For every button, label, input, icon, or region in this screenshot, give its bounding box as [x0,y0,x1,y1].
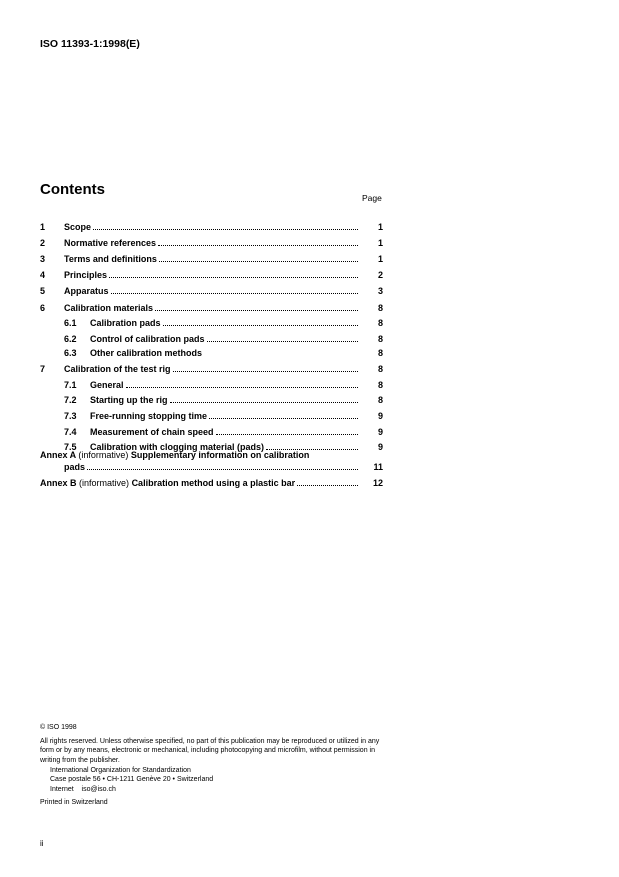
printed-in: Printed in Switzerland [40,799,108,806]
toc-entry-number: 7.3 [64,411,77,421]
toc-entry-page: 11 [373,462,383,472]
dot-leader [207,340,358,342]
toc-entry[interactable] [40,345,383,359]
toc-entry-page: 9 [377,427,383,437]
toc-entry-page: 9 [377,411,383,421]
toc-entry-number: 7.1 [64,380,77,390]
toc-entry-page: 1 [377,254,383,264]
toc-entry-page: 8 [377,303,383,313]
toc-entry-page: 9 [377,442,383,452]
toc-entry-title: Scope [64,222,92,232]
dot-leader [173,370,358,372]
toc-entry[interactable] [40,221,383,233]
toc-entry-title: Terms and definitions [64,254,157,264]
dot-leader [109,276,358,278]
toc-entry-number: 7.5 [64,442,77,452]
annex-title-cont: pads [64,462,86,472]
annex-type: (informative) [78,450,129,460]
annex-label: Annex A [40,450,76,460]
toc-entry[interactable] [40,317,383,329]
toc-entry-number: 6.2 [64,334,77,344]
annex-a-line-2 [40,461,383,473]
toc-entry-number: 6.3 [64,348,77,358]
dot-leader [126,386,358,388]
toc-entry-title: Measurement of chain speed [90,427,214,437]
toc-entry-page: 2 [377,270,383,280]
annex-title: Supplementary information on calibration [130,450,310,460]
dot-leader [158,244,358,246]
org-name: International Organization for Standardization [50,767,191,774]
annex-a-line [40,449,383,461]
toc-entry-page: 8 [377,348,383,358]
toc-entry[interactable] [40,269,383,281]
toc-entry-title: General [90,380,124,390]
org-address: Case postale 56 • CH-1211 Genève 20 • Switzerland [50,776,214,784]
publisher-address [50,766,213,794]
dot-leader [93,228,358,230]
dot-leader [159,260,358,262]
dot-leader [204,355,358,356]
dot-leader [155,309,358,311]
toc-entry-title: Calibration with clogging material (pads) [90,442,265,452]
toc-entry-page: 8 [377,395,383,405]
toc-entry-title: Free-running stopping time [90,411,207,421]
dot-leader [170,401,359,403]
toc-annex-b[interactable] [40,477,383,489]
rights-statement: All rights reserved. Unless otherwise specified, no part of this publication may be reproduced or utilized in any form or by any means, electronic or mechanical, including photocopying and microfilm, without permission in writing from the publisher. [40,738,380,764]
dot-leader [111,292,358,294]
toc-entry-title: Calibration pads [90,318,161,328]
dot-leader [209,417,358,419]
toc-entry[interactable] [40,394,383,406]
toc-entry[interactable] [40,379,383,391]
toc-entry-page: 1 [377,238,383,248]
toc-entry-page: 12 [372,478,383,488]
toc-entry-title: Calibration of the test rig [64,364,171,374]
toc-entry[interactable] [40,363,383,375]
annex-type: (informative) [79,478,130,488]
toc-entry-page: 8 [377,364,383,374]
toc-entry-title: Calibration materials [64,303,154,313]
toc-entry-number: 1 [40,222,46,232]
org-internet [50,785,213,794]
contents-title: Contents [40,181,105,198]
toc-entry-number: 6.1 [64,318,77,328]
toc-entry[interactable] [40,237,383,249]
toc-annex-a[interactable] [40,449,383,475]
toc-entry-title: Principles [64,270,108,280]
toc-entry-number: 7 [40,364,46,374]
toc-entry-title: Control of calibration pads [90,334,205,344]
annex-title: Calibration method using a plastic bar [131,478,296,488]
toc-entry-page: 1 [377,222,383,232]
toc-entry-title: Normative references [64,238,157,248]
toc-entry-title: Other calibration methods [90,348,203,358]
copyright: © ISO 1998 [40,724,77,731]
document-id: ISO 11393-1:1998(E) [40,38,140,50]
dot-leader [87,468,358,470]
annex-label: Annex B [40,478,77,488]
internet-label: Internet [50,785,74,793]
toc-entry-number: 7.2 [64,395,77,405]
toc-entry-page: 8 [377,318,383,328]
toc-entry-number: 2 [40,238,46,248]
toc-entry-page: 8 [377,380,383,390]
dot-leader [297,484,358,486]
toc-entry[interactable] [40,302,383,314]
toc-entry-number: 4 [40,270,46,280]
dot-leader [163,324,358,326]
toc-entry[interactable] [40,253,383,265]
toc-entry-number: 5 [40,286,46,296]
toc-entry-title: Starting up the rig [90,395,168,405]
toc-entry[interactable] [40,333,383,345]
page-number: ii [40,839,44,848]
toc-entry[interactable] [40,410,383,422]
toc-entry[interactable] [40,285,383,297]
page-column-label: Page [362,193,382,203]
toc-entry-page: 3 [377,286,383,296]
dot-leader [216,433,358,435]
email-link[interactable]: iso@iso.ch [81,785,116,793]
toc-entry-page: 8 [377,334,383,344]
toc-entry[interactable] [40,426,383,438]
toc-entry-number: 3 [40,254,46,264]
annex-b-title-line [40,477,295,489]
toc-entry-number: 6 [40,303,46,313]
toc-entry-number: 7.4 [64,427,77,437]
toc-entry-title: Apparatus [64,286,109,296]
